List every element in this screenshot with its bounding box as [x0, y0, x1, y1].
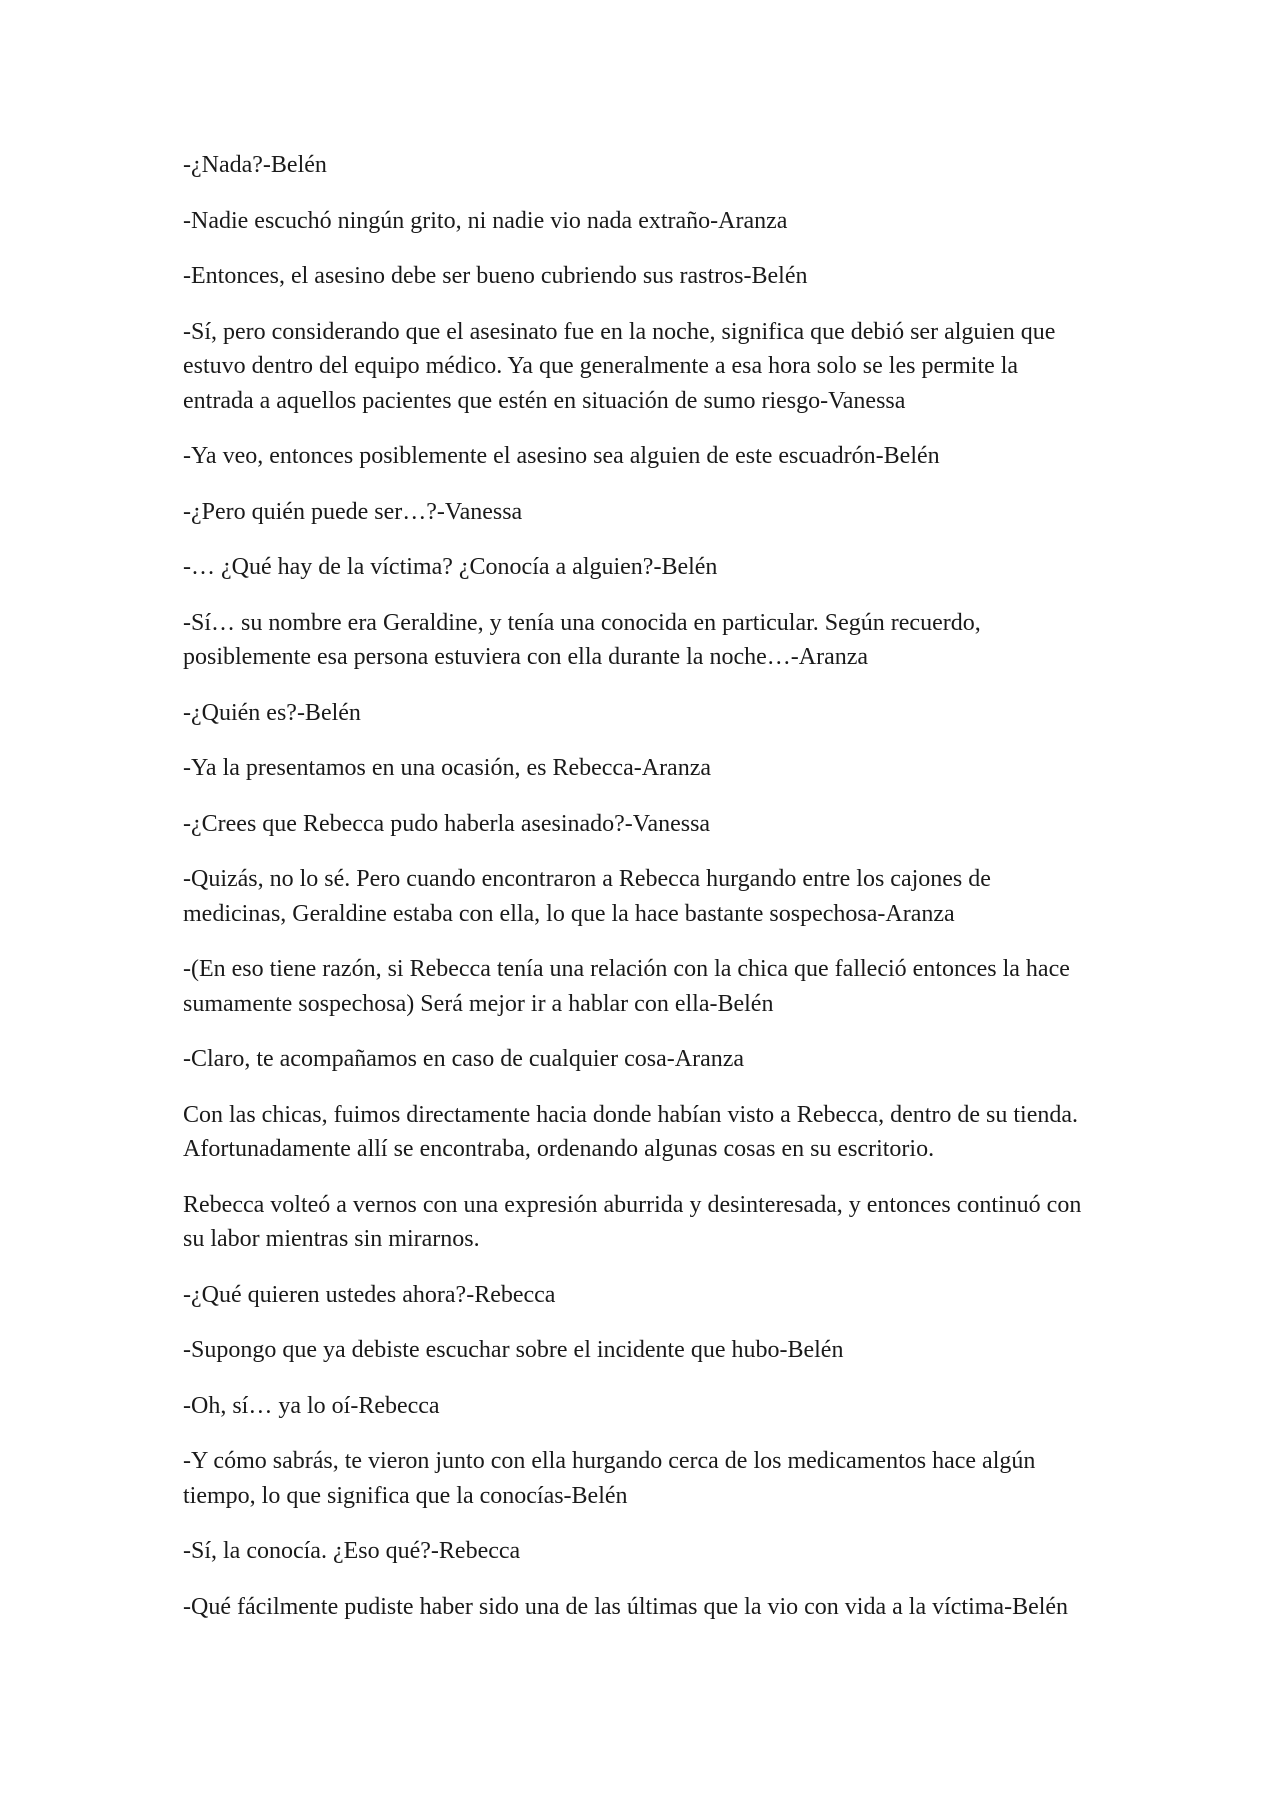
paragraph: -Entonces, el asesino debe ser bueno cubriendo sus rastros-Belén: [183, 263, 808, 289]
paragraph: -Supongo que ya debiste escuchar sobre el incidente que hubo-Belén: [183, 1337, 844, 1363]
document-page: [183, 148, 1088, 1645]
paragraph: -(En eso tiene razón, si Rebecca tenía una relación con la chica que falleció entonces la hace sumamente sospechosa) Será mejor ir a hablar con ella-Belén: [183, 956, 1070, 1017]
paragraph: -¿Quién es?-Belén: [183, 699, 361, 726]
paragraph: -Oh, sí… ya lo oí-Rebecca: [183, 1392, 440, 1419]
paragraph: -¿Nada?-Belén: [183, 152, 327, 178]
paragraph: Con las chicas, fuimos directamente hacia donde habían visto a Rebecca, dentro de su tienda. Afortunadamente allí se encontraba, ordenando algunas cosas en su escritorio.: [183, 1101, 1079, 1162]
paragraph: -¿Crees que Rebecca pudo haberla asesinado?-Vanessa: [183, 810, 711, 837]
paragraph: -Y cómo sabrás, te vieron junto con ella hurgando cerca de los medicamentos hace algún tiempo, lo que significa que la conocías-Belén: [183, 1448, 1036, 1509]
paragraph: -Quizás, no lo sé. Pero cuando encontraron a Rebecca hurgando entre los cajones de medicinas, Geraldine estaba con ella, lo que la hace bastante sospechosa-Aranza: [183, 866, 991, 927]
paragraph: -Claro, te acompañamos en caso de cualquier cosa-Aranza: [183, 1046, 745, 1072]
paragraph: -Sí… su nombre era Geraldine, y tenía una conocida en particular. Según recuerdo, posiblemente esa persona estuviera con ella durante la noche…-Aranza: [183, 609, 981, 670]
paragraph: -¿Pero quién puede ser…?-Vanessa: [183, 498, 523, 525]
paragraph: -¿Qué quieren ustedes ahora?-Rebecca: [183, 1281, 556, 1308]
paragraph: -Sí, pero considerando que el asesinato fue en la noche, significa que debió ser alguien que estuvo dentro del equipo médico. Ya que generalmente a esa hora solo se les permite la entrada a aquellos pacientes que estén en situación de sumo riesgo-Vanessa: [183, 318, 1056, 414]
paragraph: -Ya veo, entonces posiblemente el asesino sea alguien de este escuadrón-Belén: [183, 443, 940, 469]
paragraph: -Ya la presentamos en una ocasión, es Rebecca-Aranza: [183, 755, 712, 781]
paragraph: -Nadie escuchó ningún grito, ni nadie vio nada extraño-Aranza: [183, 207, 788, 234]
paragraph: -Qué fácilmente pudiste haber sido una de las últimas que la vio con vida a la víctima-Belén: [183, 1593, 1069, 1620]
paragraph: -… ¿Qué hay de la víctima? ¿Conocía a alguien?-Belén: [183, 554, 718, 580]
paragraph: Rebecca volteó a vernos con una expresión aburrida y desinteresada, y entonces continuó con su labor mientras sin mirarnos.: [183, 1191, 1082, 1252]
paragraph: -Sí, la conocía. ¿Eso qué?-Rebecca: [183, 1538, 521, 1564]
